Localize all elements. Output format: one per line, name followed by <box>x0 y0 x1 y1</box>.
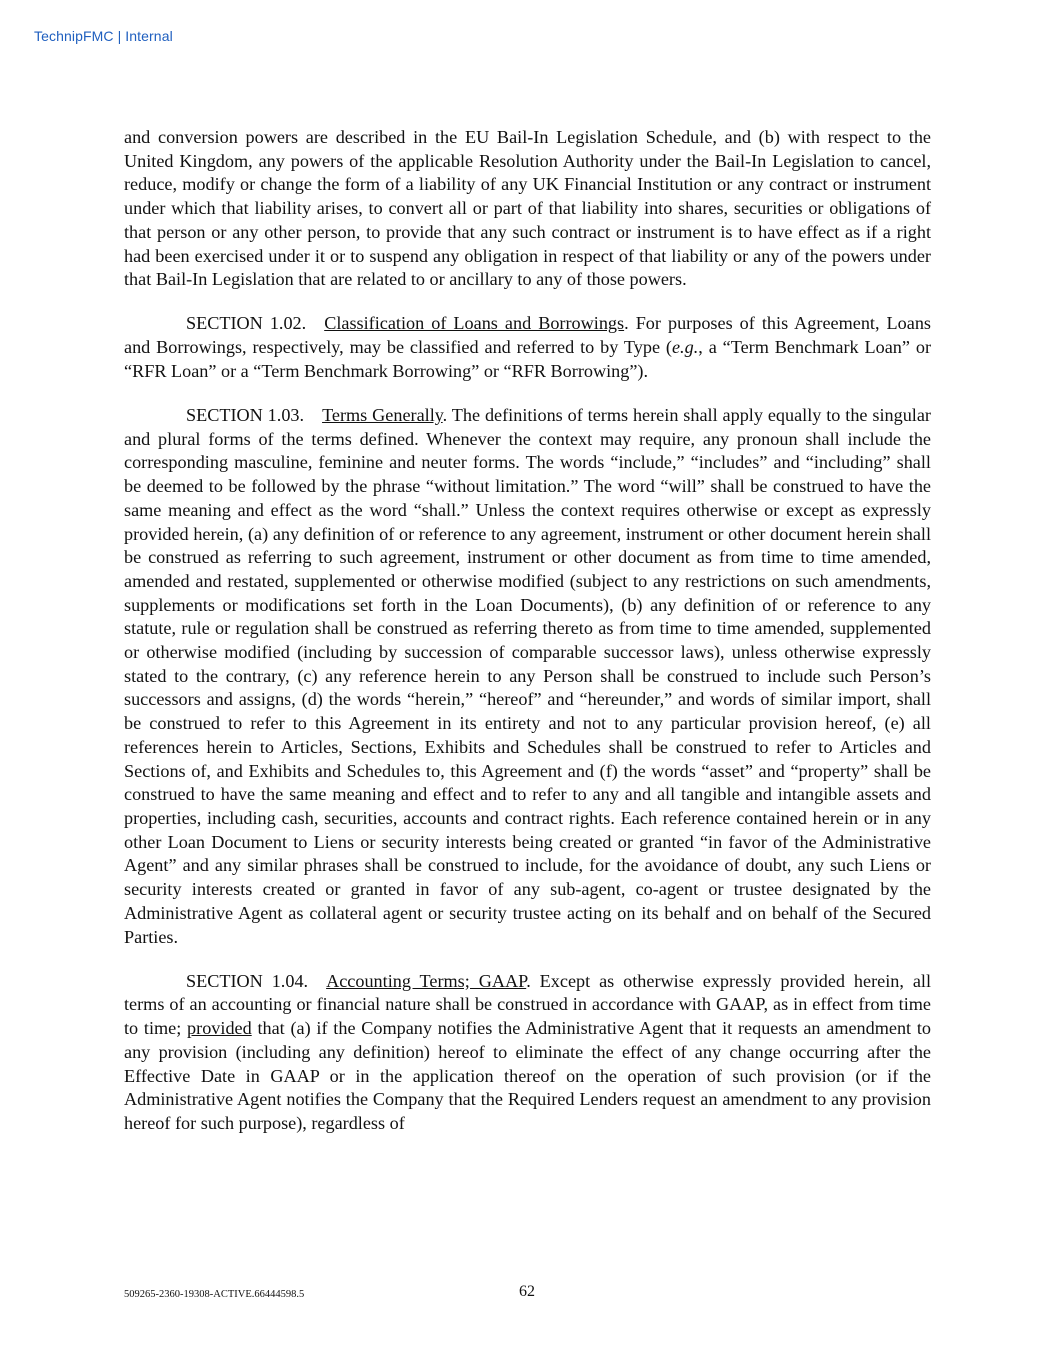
section-text: that (a) if the Company notifies the Administrative Agent that it requests an amendment to any provision (including any definition) hereof to eliminate the effect of any change occurring after the Effective Date in GAAP or in the application thereof on the operation of such provision (or if the Administrative Agent notifies the Company that the Required Lenders request an amendment to any provision hereof for such purpose), regardless of <box>124 1018 932 1133</box>
document-body <box>124 126 931 1156</box>
section-1-03 <box>124 404 931 949</box>
emphasis-text: e.g. <box>671 337 699 358</box>
page-number: 62 <box>519 1283 535 1300</box>
classification-label: TechnipFMC | Internal <box>34 28 173 44</box>
section-text: . Except as otherwise expressly provided herein, all terms of an accounting or financial nature shall be construed in accordance with GAAP, as in effect from time to time; <box>124 970 932 1039</box>
section-number: SECTION 1.03. <box>186 405 305 426</box>
section-text: . For purposes of this Agreement, Loans and Borrowings, respectively, may be classified and referred to by Type ( <box>124 313 931 358</box>
section-title: Terms Generally <box>322 405 443 426</box>
underlined-term: provided <box>187 1018 252 1039</box>
section-1-02 <box>124 312 931 383</box>
section-text: . The definitions of terms herein shall apply equally to the singular and plural forms of the terms defined. Whenever the context may require, any pronoun shall include the corresponding masculine, feminine and neuter forms. The words “include,” “includes” and “including” shall be deemed to be followed by the phrase “without limitation.” The word “will” shall be construed to have the same meaning and effect as the word “shall.” Unless the context requires otherwise or except as expressly provided herein, (a) any definition of or reference to any agreement, instrument or other document herein shall be construed as referring to such agreement, instrument or other document as from time to time amended, amended and restated, supplemented or otherwise modified (subject to any restrictions on such amendments, supplements or modifications set forth in the Loan Documents), (b) any definition of or reference to any statute, rule or regulation shall be construed as referring thereto as from time to time amended, supplemented or otherwise modified (including by succession of comparable successor laws), unless otherwise expressly stated to the contrary, (c) any reference herein to any Person shall be construed to include such Person’s successors and assigns, (d) the words “herein,” “hereof” and “hereunder,” and words of similar import, shall be construed to refer to this Agreement in its entirety and not to any particular provision hereof, (e) all references herein to Articles, Sections, Exhibits and Schedules shall be construed to refer to Articles and Sections of, and Exhibits and Schedules to, this Agreement and (f) the words “asset” and “property” shall be construed to have the same meaning and effect and to refer to any and all tangible and intangible assets and properties, including cash, securities, accounts and contract rights. Each reference contained herein or in any other Loan Document to Liens or security interests being created or granted “in favor of the Administrative Agent” and any similar phrases shall be construed to include, for the avoidance of doubt, any such Liens or security interests created or granted in favor of any sub-agent, co-agent or trustee designated by the Administrative Agent as collateral agent or security trustee acting on its behalf and on behalf of the Secured Parties. <box>124 405 931 947</box>
document-id: 509265-2360-19308-ACTIVE.66444598.5 <box>124 1289 305 1300</box>
section-title: Accounting Terms; GAAP <box>326 970 527 991</box>
section-1-04 <box>124 970 931 1136</box>
section-number: SECTION 1.04. <box>186 970 309 991</box>
continuation-paragraph: and conversion powers are described in the EU Bail-In Legislation Schedule, and (b) with respect to the United Kingdom, any powers of the applicable Resolution Authority under the Bail-In Legislation to cancel, reduce, modify or change the form of a liability of any UK Financial Institution or any contract or instrument under which that liability arises, to convert all or part of that liability into shares, securities or obligations of that person or any other person, to provide that any such contract or instrument is to have effect as if a right had been exercised under it or to suspend any obligation in respect of that liability or any of the powers under that Bail-In Legislation that are related to or ancillary to any of those powers. <box>124 127 931 290</box>
section-title: Classification of Loans and Borrowings <box>324 313 625 334</box>
section-number: SECTION 1.02. <box>186 313 307 334</box>
section-text: , a “Term Benchmark Loan” or “RFR Loan” or a “Term Benchmark Borrowing” or “RFR Borrowing”). <box>124 337 931 381</box>
